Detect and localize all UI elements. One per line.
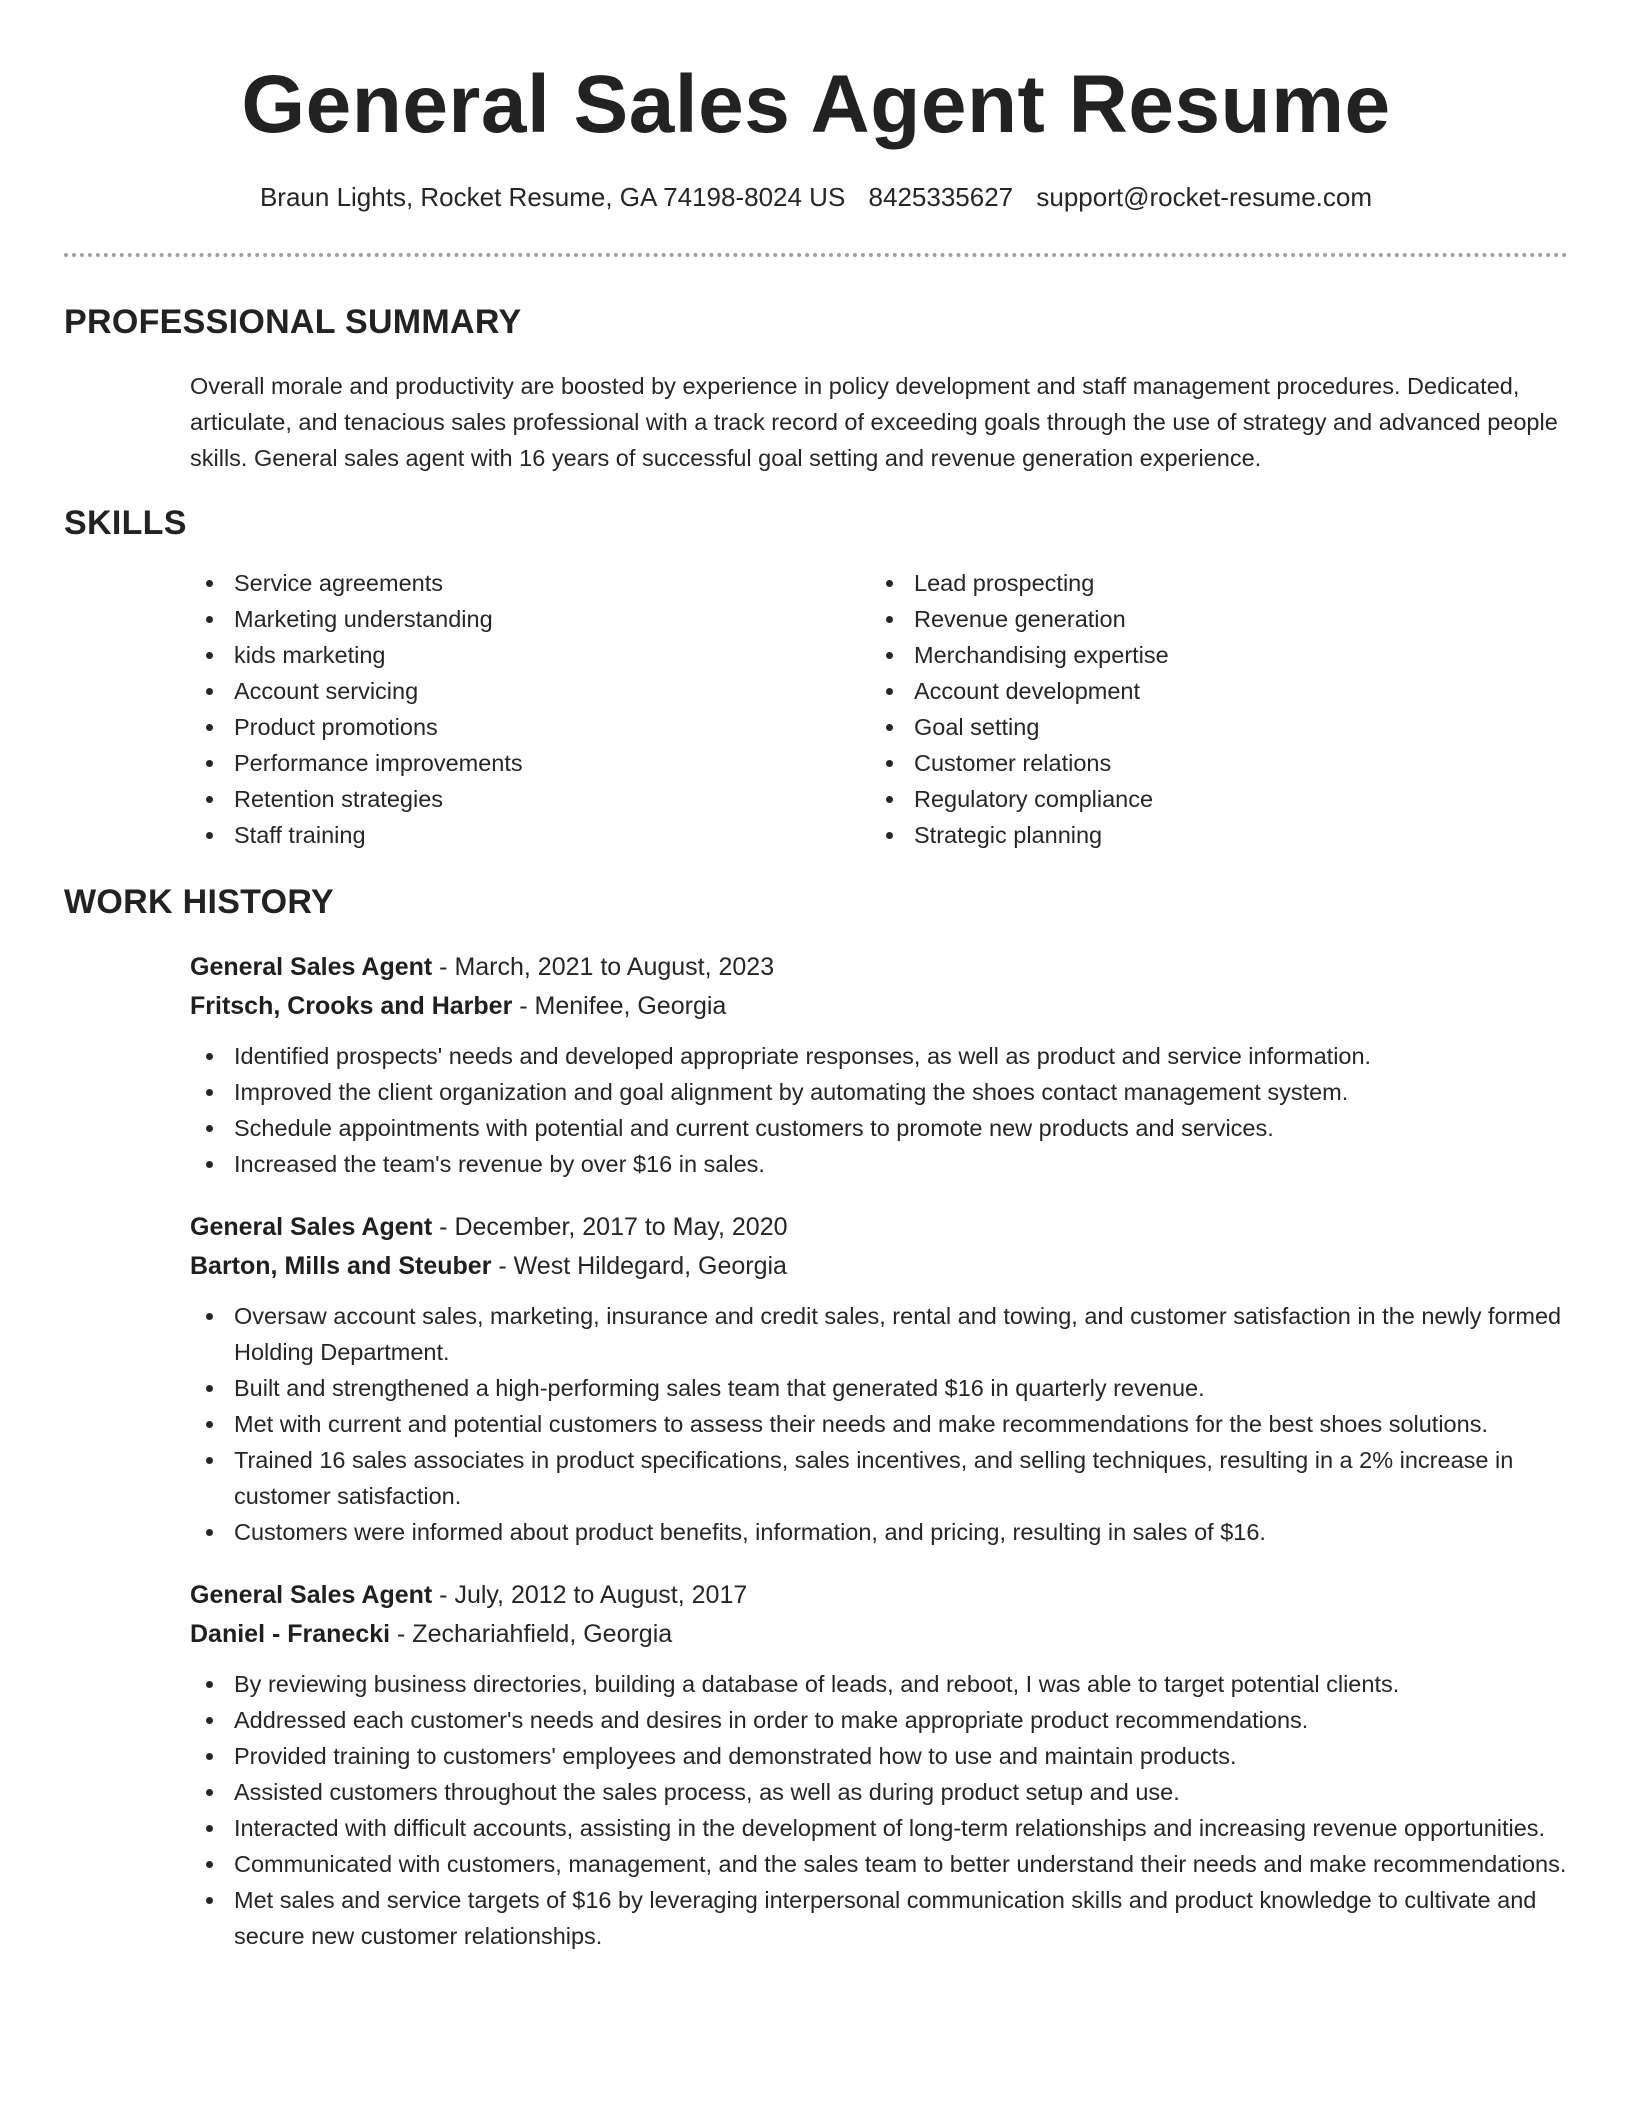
job-company: Barton, Mills and Steuber	[190, 1252, 492, 1280]
job-title-line	[190, 1576, 1568, 1615]
work-entry	[190, 1208, 1568, 1550]
job-bullet: Customers were informed about product benefits, information, and pricing, resulting in sales of $16.	[190, 1514, 1568, 1550]
job-bullet: Oversaw account sales, marketing, insurance and credit sales, rental and towing, and customer satisfaction in the newly formed Holding Department.	[190, 1298, 1568, 1370]
summary-heading: PROFESSIONAL SUMMARY	[64, 303, 522, 341]
contact-phone: 8425335627	[868, 182, 1014, 212]
job-bullet: Interacted with difficult accounts, assisting in the development of long-term relationships and increasing revenue opportunities.	[190, 1810, 1568, 1846]
job-location: - Zechariahfield, Georgia	[390, 1620, 673, 1648]
header-divider	[64, 253, 1568, 257]
job-company: Fritsch, Crooks and Harber	[190, 992, 513, 1020]
job-bullet: Improved the client organization and goal alignment by automating the shoes contact management system.	[190, 1074, 1568, 1110]
skill-item: Retention strategies	[190, 781, 870, 817]
job-company-line	[190, 1247, 1568, 1286]
skill-item: Service agreements	[190, 565, 870, 601]
page-title: General Sales Agent Resume	[241, 59, 1391, 150]
job-bullet: Schedule appointments with potential and current customers to promote new products and services.	[190, 1110, 1568, 1146]
skill-item: Performance improvements	[190, 745, 870, 781]
skill-item: Strategic planning	[870, 817, 1550, 853]
job-company-line	[190, 1615, 1568, 1654]
job-location: - Menifee, Georgia	[512, 992, 727, 1020]
job-title: General Sales Agent	[190, 1581, 433, 1609]
job-bullet: Increased the team's revenue by over $16 in sales.	[190, 1146, 1568, 1182]
skills-column-right	[870, 565, 1550, 853]
skill-item: Revenue generation	[870, 601, 1550, 637]
job-dates: - December, 2017 to May, 2020	[432, 1213, 788, 1241]
job-dates: - July, 2012 to August, 2017	[432, 1581, 748, 1609]
job-title-line	[190, 948, 1568, 987]
skill-item: Product promotions	[190, 709, 870, 745]
job-bullet: Provided training to customers' employees and demonstrated how to use and maintain products.	[190, 1738, 1568, 1774]
skills-heading: SKILLS	[64, 504, 187, 542]
skill-item: Goal setting	[870, 709, 1550, 745]
contact-line	[64, 182, 1568, 213]
job-bullet: Identified prospects' needs and developed appropriate responses, as well as product and service information.	[190, 1038, 1568, 1074]
job-company-line	[190, 987, 1568, 1026]
job-bullets	[190, 1038, 1568, 1182]
work-entry	[190, 1576, 1568, 1954]
job-bullet: Trained 16 sales associates in product specifications, sales incentives, and selling techniques, resulting in a 2% increase in customer satisfaction.	[190, 1442, 1568, 1514]
job-bullets	[190, 1666, 1568, 1954]
summary-text: Overall morale and productivity are boosted by experience in policy development and staff management procedures. Dedicated, articulate, and tenacious sales professional with a track record of exceeding goals through the use of strategy and advanced people skills. General sales agent with 16 years of successful goal setting and revenue generation experience.	[190, 373, 1558, 471]
job-dates: - March, 2021 to August, 2023	[432, 953, 775, 981]
work-history-heading: WORK HISTORY	[64, 883, 334, 921]
skill-item: Regulatory compliance	[870, 781, 1550, 817]
job-bullet: Assisted customers throughout the sales process, as well as during product setup and use.	[190, 1774, 1568, 1810]
skill-item: Marketing understanding	[190, 601, 870, 637]
job-title: General Sales Agent	[190, 953, 433, 981]
skills-column-left	[190, 565, 870, 853]
job-title: General Sales Agent	[190, 1213, 433, 1241]
skill-item: Account servicing	[190, 673, 870, 709]
skill-item: Lead prospecting	[870, 565, 1550, 601]
skill-item: Customer relations	[870, 745, 1550, 781]
skill-item: Account development	[870, 673, 1550, 709]
job-company: Daniel - Franecki	[190, 1620, 391, 1648]
skill-item: Merchandising expertise	[870, 637, 1550, 673]
job-bullet: Met sales and service targets of $16 by leveraging interpersonal communication skills and product knowledge to cultivate and secure new customer relationships.	[190, 1882, 1568, 1954]
job-bullet: Communicated with customers, management, and the sales team to better understand their needs and make recommendations.	[190, 1846, 1568, 1882]
job-location: - West Hildegard, Georgia	[491, 1252, 787, 1280]
job-title-line	[190, 1208, 1568, 1247]
work-entry	[190, 948, 1568, 1182]
job-bullets	[190, 1298, 1568, 1550]
job-bullet: By reviewing business directories, building a database of leads, and reboot, I was able to target potential clients.	[190, 1666, 1568, 1702]
contact-address: Braun Lights, Rocket Resume, GA 74198-8024 US	[259, 182, 846, 212]
skills-list	[190, 565, 1568, 853]
skill-item: Staff training	[190, 817, 870, 853]
skill-item: kids marketing	[190, 637, 870, 673]
contact-email: support@rocket-resume.com	[1036, 182, 1373, 212]
job-bullet: Met with current and potential customers to assess their needs and make recommendations for the best shoes solutions.	[190, 1406, 1568, 1442]
job-bullet: Built and strengthened a high-performing sales team that generated $16 in quarterly revenue.	[190, 1370, 1568, 1406]
job-bullet: Addressed each customer's needs and desires in order to make appropriate product recommendations.	[190, 1702, 1568, 1738]
